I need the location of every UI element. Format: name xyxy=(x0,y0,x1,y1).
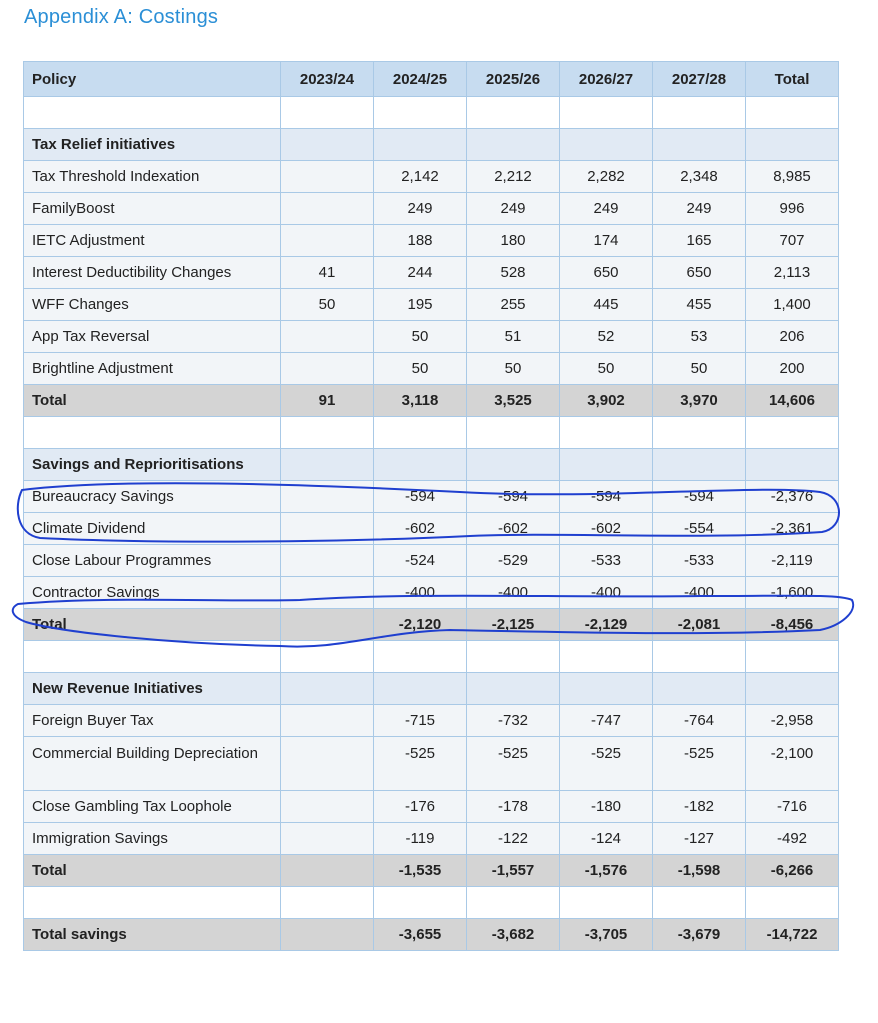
value-cell xyxy=(281,705,374,737)
empty-cell xyxy=(467,673,560,705)
empty-cell xyxy=(653,129,746,161)
empty-cell xyxy=(24,887,281,919)
table-row xyxy=(24,353,839,385)
header-row xyxy=(24,62,839,97)
value-cell: -594 xyxy=(467,481,560,513)
header-cell: 2023/24 xyxy=(281,62,374,97)
policy-cell: Close Gambling Tax Loophole xyxy=(24,791,281,823)
value-cell: -602 xyxy=(560,513,653,545)
page-title: Appendix A: Costings xyxy=(24,6,219,28)
value-cell xyxy=(281,545,374,577)
value-cell: -2,120 xyxy=(374,609,467,641)
value-cell: 1,400 xyxy=(746,289,839,321)
header-cell: 2024/25 xyxy=(374,62,467,97)
spacer-row xyxy=(24,641,839,673)
value-cell xyxy=(281,161,374,193)
empty-cell xyxy=(281,887,374,919)
value-cell xyxy=(281,225,374,257)
value-cell: -2,081 xyxy=(653,609,746,641)
empty-cell xyxy=(746,887,839,919)
value-cell: -3,679 xyxy=(653,919,746,951)
value-cell: -8,456 xyxy=(746,609,839,641)
value-cell: -2,361 xyxy=(746,513,839,545)
table-row xyxy=(24,289,839,321)
empty-cell xyxy=(24,97,281,129)
empty-cell xyxy=(374,449,467,481)
empty-cell xyxy=(281,97,374,129)
table-row xyxy=(24,513,839,545)
section-total-row xyxy=(24,855,839,887)
value-cell: -178 xyxy=(467,791,560,823)
value-cell xyxy=(281,737,374,791)
value-cell: -2,376 xyxy=(746,481,839,513)
table-row xyxy=(24,823,839,855)
empty-cell xyxy=(746,417,839,449)
policy-cell: Immigration Savings xyxy=(24,823,281,855)
table-row xyxy=(24,481,839,513)
value-cell: 2,348 xyxy=(653,161,746,193)
value-cell: -2,119 xyxy=(746,545,839,577)
policy-cell: Commercial Building Depreciation xyxy=(24,737,281,791)
empty-cell xyxy=(560,449,653,481)
value-cell: 3,525 xyxy=(467,385,560,417)
table-row xyxy=(24,257,839,289)
empty-cell xyxy=(24,417,281,449)
value-cell: 53 xyxy=(653,321,746,353)
value-cell: -525 xyxy=(467,737,560,791)
value-cell: 255 xyxy=(467,289,560,321)
policy-cell: Total xyxy=(24,855,281,887)
value-cell: -3,682 xyxy=(467,919,560,951)
value-cell xyxy=(281,513,374,545)
value-cell: -1,535 xyxy=(374,855,467,887)
empty-cell xyxy=(746,449,839,481)
empty-cell xyxy=(746,641,839,673)
value-cell: -525 xyxy=(374,737,467,791)
empty-cell xyxy=(653,449,746,481)
empty-cell xyxy=(374,417,467,449)
empty-cell xyxy=(281,129,374,161)
value-cell: -3,705 xyxy=(560,919,653,951)
value-cell xyxy=(281,321,374,353)
empty-cell xyxy=(374,97,467,129)
value-cell: -2,125 xyxy=(467,609,560,641)
section-title: Savings and Reprioritisations xyxy=(24,449,281,481)
section-total-row xyxy=(24,385,839,417)
value-cell: 2,113 xyxy=(746,257,839,289)
value-cell: 2,142 xyxy=(374,161,467,193)
section-header-row xyxy=(24,129,839,161)
value-cell: 52 xyxy=(560,321,653,353)
table-row xyxy=(24,545,839,577)
value-cell: 2,212 xyxy=(467,161,560,193)
empty-cell xyxy=(374,887,467,919)
empty-cell xyxy=(467,641,560,673)
header-cell: 2027/28 xyxy=(653,62,746,97)
value-cell: -180 xyxy=(560,791,653,823)
header-cell: 2026/27 xyxy=(560,62,653,97)
table-row xyxy=(24,225,839,257)
value-cell: 3,118 xyxy=(374,385,467,417)
value-cell: -529 xyxy=(467,545,560,577)
empty-cell xyxy=(374,673,467,705)
value-cell: 650 xyxy=(653,257,746,289)
empty-cell xyxy=(374,641,467,673)
value-cell: 165 xyxy=(653,225,746,257)
value-cell: -176 xyxy=(374,791,467,823)
value-cell: 200 xyxy=(746,353,839,385)
section-header-row xyxy=(24,673,839,705)
value-cell: 249 xyxy=(467,193,560,225)
value-cell: 707 xyxy=(746,225,839,257)
value-cell xyxy=(281,791,374,823)
spacer-row xyxy=(24,417,839,449)
empty-cell xyxy=(560,673,653,705)
value-cell: 206 xyxy=(746,321,839,353)
empty-cell xyxy=(560,129,653,161)
value-cell: 195 xyxy=(374,289,467,321)
value-cell: -2,958 xyxy=(746,705,839,737)
value-cell: -1,576 xyxy=(560,855,653,887)
empty-cell xyxy=(281,673,374,705)
empty-cell xyxy=(467,97,560,129)
value-cell: -2,129 xyxy=(560,609,653,641)
value-cell: -3,655 xyxy=(374,919,467,951)
value-cell: 455 xyxy=(653,289,746,321)
policy-cell: Climate Dividend xyxy=(24,513,281,545)
value-cell: -182 xyxy=(653,791,746,823)
value-cell xyxy=(281,823,374,855)
value-cell: 188 xyxy=(374,225,467,257)
empty-cell xyxy=(24,641,281,673)
value-cell: -6,266 xyxy=(746,855,839,887)
table-row xyxy=(24,737,839,791)
empty-cell xyxy=(467,887,560,919)
value-cell xyxy=(281,609,374,641)
empty-cell xyxy=(467,129,560,161)
value-cell: -764 xyxy=(653,705,746,737)
value-cell: -400 xyxy=(374,577,467,609)
empty-cell xyxy=(560,417,653,449)
empty-cell xyxy=(560,641,653,673)
value-cell: -525 xyxy=(560,737,653,791)
header-cell: 2025/26 xyxy=(467,62,560,97)
value-cell: -594 xyxy=(374,481,467,513)
value-cell: 650 xyxy=(560,257,653,289)
value-cell xyxy=(281,353,374,385)
value-cell: 249 xyxy=(653,193,746,225)
policy-cell: IETC Adjustment xyxy=(24,225,281,257)
value-cell: 91 xyxy=(281,385,374,417)
value-cell: 528 xyxy=(467,257,560,289)
section-header-row xyxy=(24,449,839,481)
empty-cell xyxy=(281,641,374,673)
value-cell: 174 xyxy=(560,225,653,257)
value-cell: -716 xyxy=(746,791,839,823)
value-cell xyxy=(281,577,374,609)
header-cell: Policy xyxy=(24,62,281,97)
value-cell xyxy=(281,855,374,887)
header-cell: Total xyxy=(746,62,839,97)
empty-cell xyxy=(653,887,746,919)
value-cell: 50 xyxy=(467,353,560,385)
empty-cell xyxy=(560,97,653,129)
spacer-row xyxy=(24,887,839,919)
section-title: Tax Relief initiatives xyxy=(24,129,281,161)
policy-cell: Total savings xyxy=(24,919,281,951)
empty-cell xyxy=(653,417,746,449)
empty-cell xyxy=(467,449,560,481)
policy-cell: Brightline Adjustment xyxy=(24,353,281,385)
value-cell: 249 xyxy=(374,193,467,225)
value-cell: -492 xyxy=(746,823,839,855)
value-cell: -594 xyxy=(653,481,746,513)
table-row xyxy=(24,161,839,193)
value-cell xyxy=(281,481,374,513)
value-cell: 3,902 xyxy=(560,385,653,417)
table-row xyxy=(24,705,839,737)
value-cell: 249 xyxy=(560,193,653,225)
value-cell xyxy=(281,919,374,951)
value-cell: 445 xyxy=(560,289,653,321)
empty-cell xyxy=(746,673,839,705)
empty-cell xyxy=(467,417,560,449)
value-cell: 8,985 xyxy=(746,161,839,193)
table-row xyxy=(24,193,839,225)
empty-cell xyxy=(746,97,839,129)
value-cell: -602 xyxy=(467,513,560,545)
value-cell: 996 xyxy=(746,193,839,225)
empty-cell xyxy=(653,641,746,673)
policy-cell: Interest Deductibility Changes xyxy=(24,257,281,289)
value-cell: -127 xyxy=(653,823,746,855)
value-cell: 3,970 xyxy=(653,385,746,417)
policy-cell: Close Labour Programmes xyxy=(24,545,281,577)
policy-cell: FamilyBoost xyxy=(24,193,281,225)
value-cell: -715 xyxy=(374,705,467,737)
table-row xyxy=(24,321,839,353)
value-cell: 2,282 xyxy=(560,161,653,193)
value-cell: -400 xyxy=(467,577,560,609)
value-cell: 14,606 xyxy=(746,385,839,417)
section-title: New Revenue Initiatives xyxy=(24,673,281,705)
value-cell: -747 xyxy=(560,705,653,737)
policy-cell: Contractor Savings xyxy=(24,577,281,609)
value-cell: -124 xyxy=(560,823,653,855)
policy-cell: App Tax Reversal xyxy=(24,321,281,353)
policy-cell: WFF Changes xyxy=(24,289,281,321)
value-cell: -122 xyxy=(467,823,560,855)
value-cell: 50 xyxy=(374,353,467,385)
spacer-row xyxy=(24,97,839,129)
policy-cell: Foreign Buyer Tax xyxy=(24,705,281,737)
value-cell: 51 xyxy=(467,321,560,353)
policy-cell: Total xyxy=(24,609,281,641)
value-cell: -1,557 xyxy=(467,855,560,887)
value-cell: -554 xyxy=(653,513,746,545)
value-cell: -14,722 xyxy=(746,919,839,951)
value-cell: -119 xyxy=(374,823,467,855)
table-row xyxy=(24,791,839,823)
policy-cell: Bureaucracy Savings xyxy=(24,481,281,513)
costings-table xyxy=(23,61,839,951)
value-cell: -2,100 xyxy=(746,737,839,791)
section-total-row xyxy=(24,609,839,641)
value-cell: 50 xyxy=(653,353,746,385)
policy-cell: Total xyxy=(24,385,281,417)
value-cell: 244 xyxy=(374,257,467,289)
value-cell: -594 xyxy=(560,481,653,513)
value-cell: -533 xyxy=(560,545,653,577)
value-cell: -400 xyxy=(560,577,653,609)
value-cell: 50 xyxy=(281,289,374,321)
value-cell: -533 xyxy=(653,545,746,577)
value-cell: -732 xyxy=(467,705,560,737)
value-cell: -400 xyxy=(653,577,746,609)
value-cell xyxy=(281,193,374,225)
empty-cell xyxy=(746,129,839,161)
value-cell: 41 xyxy=(281,257,374,289)
empty-cell xyxy=(653,97,746,129)
grand-total-row xyxy=(24,919,839,951)
value-cell: -525 xyxy=(653,737,746,791)
value-cell: -1,598 xyxy=(653,855,746,887)
value-cell: 50 xyxy=(560,353,653,385)
value-cell: -602 xyxy=(374,513,467,545)
empty-cell xyxy=(560,887,653,919)
empty-cell xyxy=(281,449,374,481)
empty-cell xyxy=(281,417,374,449)
table-row xyxy=(24,577,839,609)
value-cell: -1,600 xyxy=(746,577,839,609)
value-cell: -524 xyxy=(374,545,467,577)
empty-cell xyxy=(374,129,467,161)
policy-cell: Tax Threshold Indexation xyxy=(24,161,281,193)
value-cell: 180 xyxy=(467,225,560,257)
value-cell: 50 xyxy=(374,321,467,353)
empty-cell xyxy=(653,673,746,705)
